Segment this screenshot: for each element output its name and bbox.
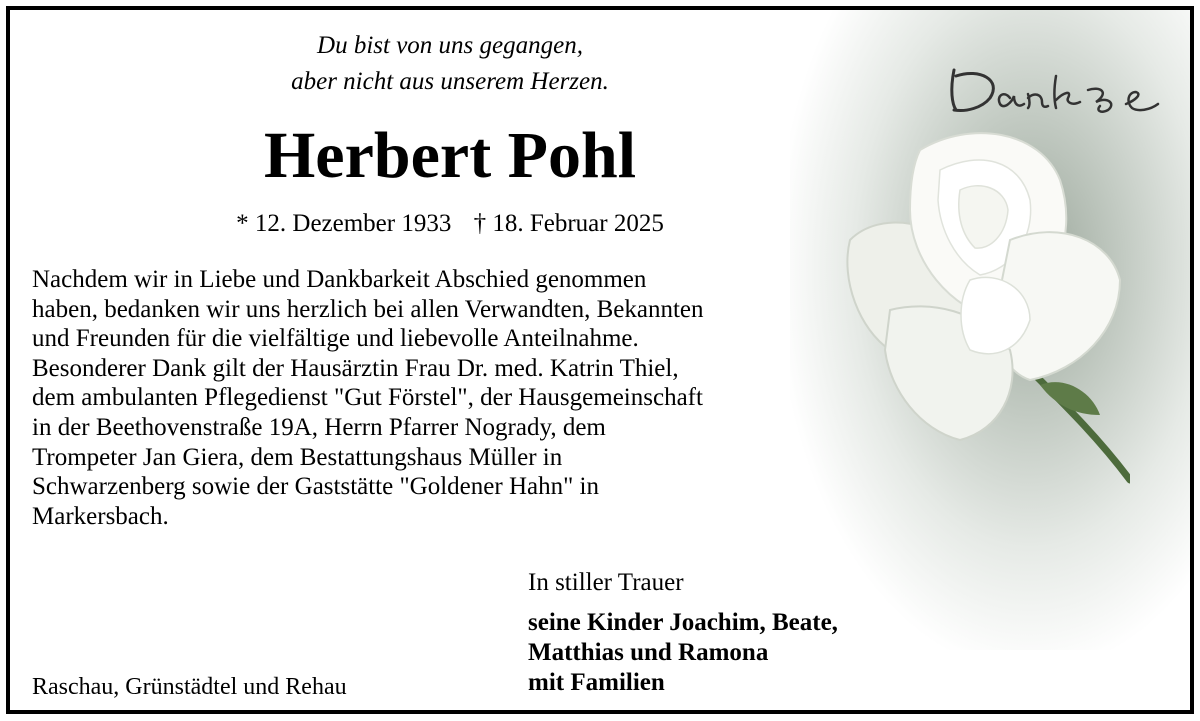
- text-line: und Freunden für die vielfältige und liebevolle Anteilnahme.: [32, 325, 639, 353]
- thank-you-text: [32, 265, 862, 531]
- text-line: Besonderer Dank gilt der Hausärztin Frau Dr. med. Katrin Thiel,: [32, 354, 679, 382]
- text-line: Markersbach.: [32, 502, 169, 530]
- text-line: Nachdem wir in Liebe und Dankbarkeit Abschied genommen: [32, 266, 647, 293]
- birth-date: * 12. Dezember 1933: [236, 210, 452, 237]
- mourning-phrase: In stiller Trauer: [528, 569, 684, 596]
- motto-line: Du bist von uns gegangen,: [317, 32, 583, 59]
- text-line: Trompeter Jan Giera, dem Bestattungshaus Müller in: [32, 443, 563, 471]
- family-signature: [528, 608, 838, 698]
- text-line: Schwarzenberg sowie der Gaststätte "Goldener Hahn" in: [32, 473, 599, 501]
- text-line: dem ambulanten Pflegedienst "Gut Förstel", der Hausgemeinschaft: [32, 384, 703, 412]
- death-date: † 18. Februar 2025: [473, 210, 664, 237]
- motto: [210, 28, 690, 100]
- text-line: haben, bedanken wir uns herzlich bei allen Verwandten, Bekannten: [32, 295, 704, 323]
- family-line: Matthias und Ramona: [528, 639, 769, 666]
- life-dates: [160, 208, 740, 240]
- place-line: Raschau, Grünstädtel und Rehau: [32, 674, 347, 700]
- family-line: seine Kinder Joachim, Beate,: [528, 609, 838, 636]
- deceased-name: Herbert Pohl: [263, 119, 637, 192]
- motto-line: aber nicht aus unserem Herzen.: [291, 68, 609, 95]
- white-rose-image: [830, 110, 1130, 490]
- obituary-card: [6, 6, 1194, 714]
- family-line: mit Familien: [528, 669, 665, 696]
- text-line: in der Beethovenstraße 19A, Herrn Pfarrer Nogrady, dem: [32, 413, 606, 441]
